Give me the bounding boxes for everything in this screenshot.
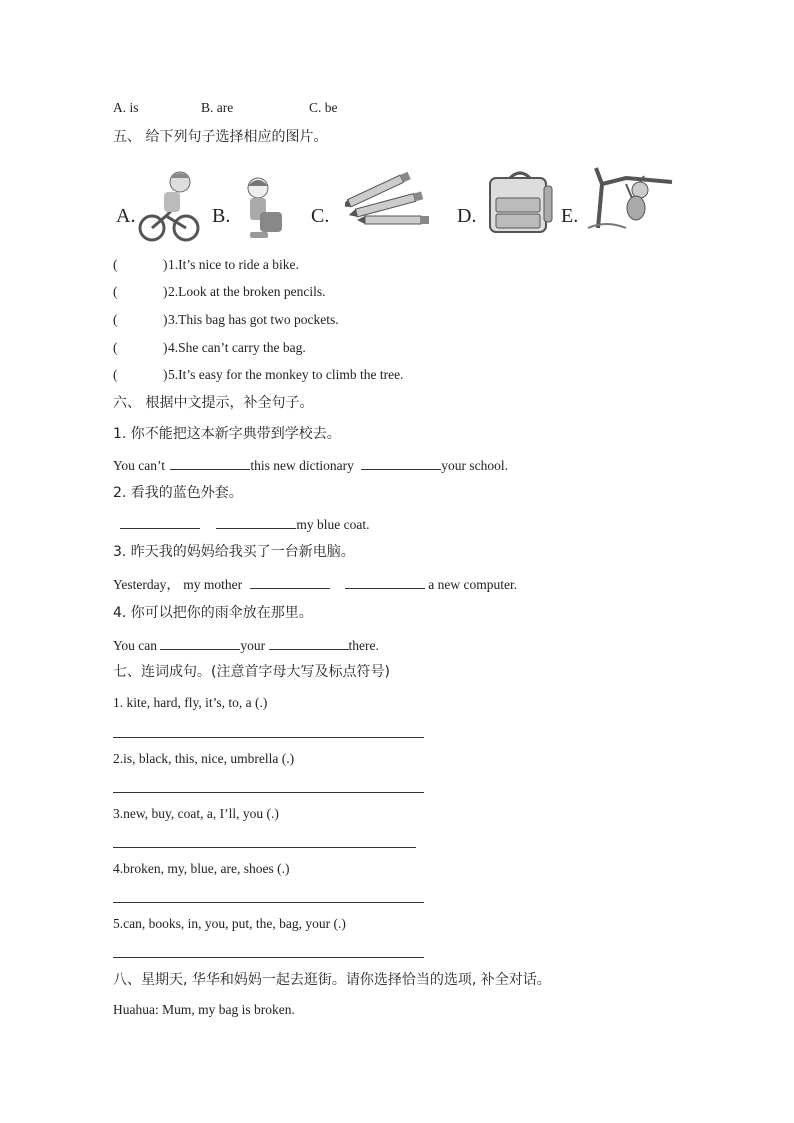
section6-title: 六、 根据中文提示，补全句子。 xyxy=(113,395,314,411)
option-b: B. are xyxy=(201,100,234,115)
paren-close: ) xyxy=(163,312,168,327)
q1-part-c: your school. xyxy=(441,458,508,473)
q4-part-a: You can xyxy=(113,638,158,653)
section5-title: 五、 给下列句子选择相应的图片。 xyxy=(113,129,328,145)
q2-blank-1[interactable] xyxy=(120,515,200,529)
q4-blank-1[interactable] xyxy=(160,636,240,650)
paren-open: ( xyxy=(113,284,118,299)
item-text: 1.It’s nice to ride a bike. xyxy=(168,257,299,272)
s6-q2-cn: 2. 看我的蓝色外套。 xyxy=(113,485,243,501)
s7-item-2: 2.is, black, this, nice, umbrella (.) xyxy=(113,751,295,766)
paren-close: ) xyxy=(163,257,168,272)
q4-part-b: your xyxy=(240,638,266,653)
answer-line-2[interactable] xyxy=(113,792,424,793)
q3-blank-1[interactable] xyxy=(250,575,330,589)
item-text: 2.Look at the broken pencils. xyxy=(168,284,326,299)
section8-title: 八、星期天, 华华和妈妈一起去逛街。请你选择恰当的选项, 补全对话。 xyxy=(113,972,551,988)
pic-letter-e: E. xyxy=(561,205,579,227)
pic-letter-b: B. xyxy=(212,205,231,227)
s6-q3-cn: 3. 昨天我的妈妈给我买了一台新电脑。 xyxy=(113,544,355,560)
option-a: A. is xyxy=(113,100,139,115)
s7-item-5: 5.can, books, in, you, put, the, bag, your (.) xyxy=(113,916,346,931)
s6-q1-en xyxy=(113,456,508,475)
s5-item-4 xyxy=(113,339,306,357)
answer-line-3[interactable] xyxy=(113,847,416,848)
option-c: C. be xyxy=(309,100,338,115)
paren-close: ) xyxy=(163,340,168,355)
s6-q1-cn: 1. 你不能把这本新字典带到学校去。 xyxy=(113,426,341,442)
pic-letter-d: D. xyxy=(457,205,477,227)
s7-item-3: 3.new, buy, coat, a, I’ll, you (.) xyxy=(113,806,279,821)
q3-blank-2[interactable] xyxy=(345,575,425,589)
s7-item-1: 1. kite, hard, fly, it’s, to, a (.) xyxy=(113,695,268,710)
item-text: 4.She can’t carry the bag. xyxy=(168,340,306,355)
s7-item-4: 4.broken, my, blue, are, shoes (.) xyxy=(113,861,290,876)
s6-q3-en xyxy=(113,575,517,594)
q2-blank-2[interactable] xyxy=(216,515,296,529)
backpack-icon xyxy=(486,170,554,234)
s8-dialogue-1: Huahua: Mum, my bag is broken. xyxy=(113,1002,295,1017)
boy-riding-bike-icon xyxy=(136,170,200,242)
q4-options xyxy=(113,99,338,117)
q2-part-a: my blue coat. xyxy=(296,517,370,532)
s5-item-5 xyxy=(113,366,404,384)
paren-close: ) xyxy=(163,367,168,382)
q4-part-c: there. xyxy=(348,638,379,653)
q1-blank-2[interactable] xyxy=(361,456,441,470)
paren-close: ) xyxy=(163,284,168,299)
answer-line-4[interactable] xyxy=(113,902,424,903)
paren-open: ( xyxy=(113,367,118,382)
pic-letter-a: A. xyxy=(116,205,136,227)
s6-q4-en xyxy=(113,636,379,655)
paren-open: ( xyxy=(113,257,118,272)
monkey-on-tree-icon xyxy=(586,164,674,230)
s5-item-2 xyxy=(113,283,326,301)
s6-q2-en xyxy=(113,515,369,534)
s5-item-1 xyxy=(113,256,299,274)
q3-part-b: a new computer. xyxy=(428,577,518,592)
pencils-icon xyxy=(345,170,435,236)
q1-blank-1[interactable] xyxy=(170,456,250,470)
girl-with-bag-icon xyxy=(238,174,290,242)
answer-line-5[interactable] xyxy=(113,957,424,958)
answer-line-1[interactable] xyxy=(113,737,424,738)
section7-title: 七、连词成句。(注意首字母大写及标点符号) xyxy=(113,664,390,680)
s6-q4-cn: 4. 你可以把你的雨伞放在那里。 xyxy=(113,605,313,621)
paren-open: ( xyxy=(113,312,118,327)
q1-part-a: You can’t xyxy=(113,458,166,473)
q4-blank-2[interactable] xyxy=(269,636,349,650)
item-text: 3.This bag has got two pockets. xyxy=(168,312,339,327)
pic-letter-c: C. xyxy=(311,205,330,227)
q1-part-b: this new dictionary xyxy=(250,458,354,473)
item-text: 5.It’s easy for the monkey to climb the tree. xyxy=(168,367,404,382)
paren-open: ( xyxy=(113,340,118,355)
q3-part-a: Yesterday， my mother xyxy=(113,577,243,592)
s5-item-3 xyxy=(113,311,339,329)
